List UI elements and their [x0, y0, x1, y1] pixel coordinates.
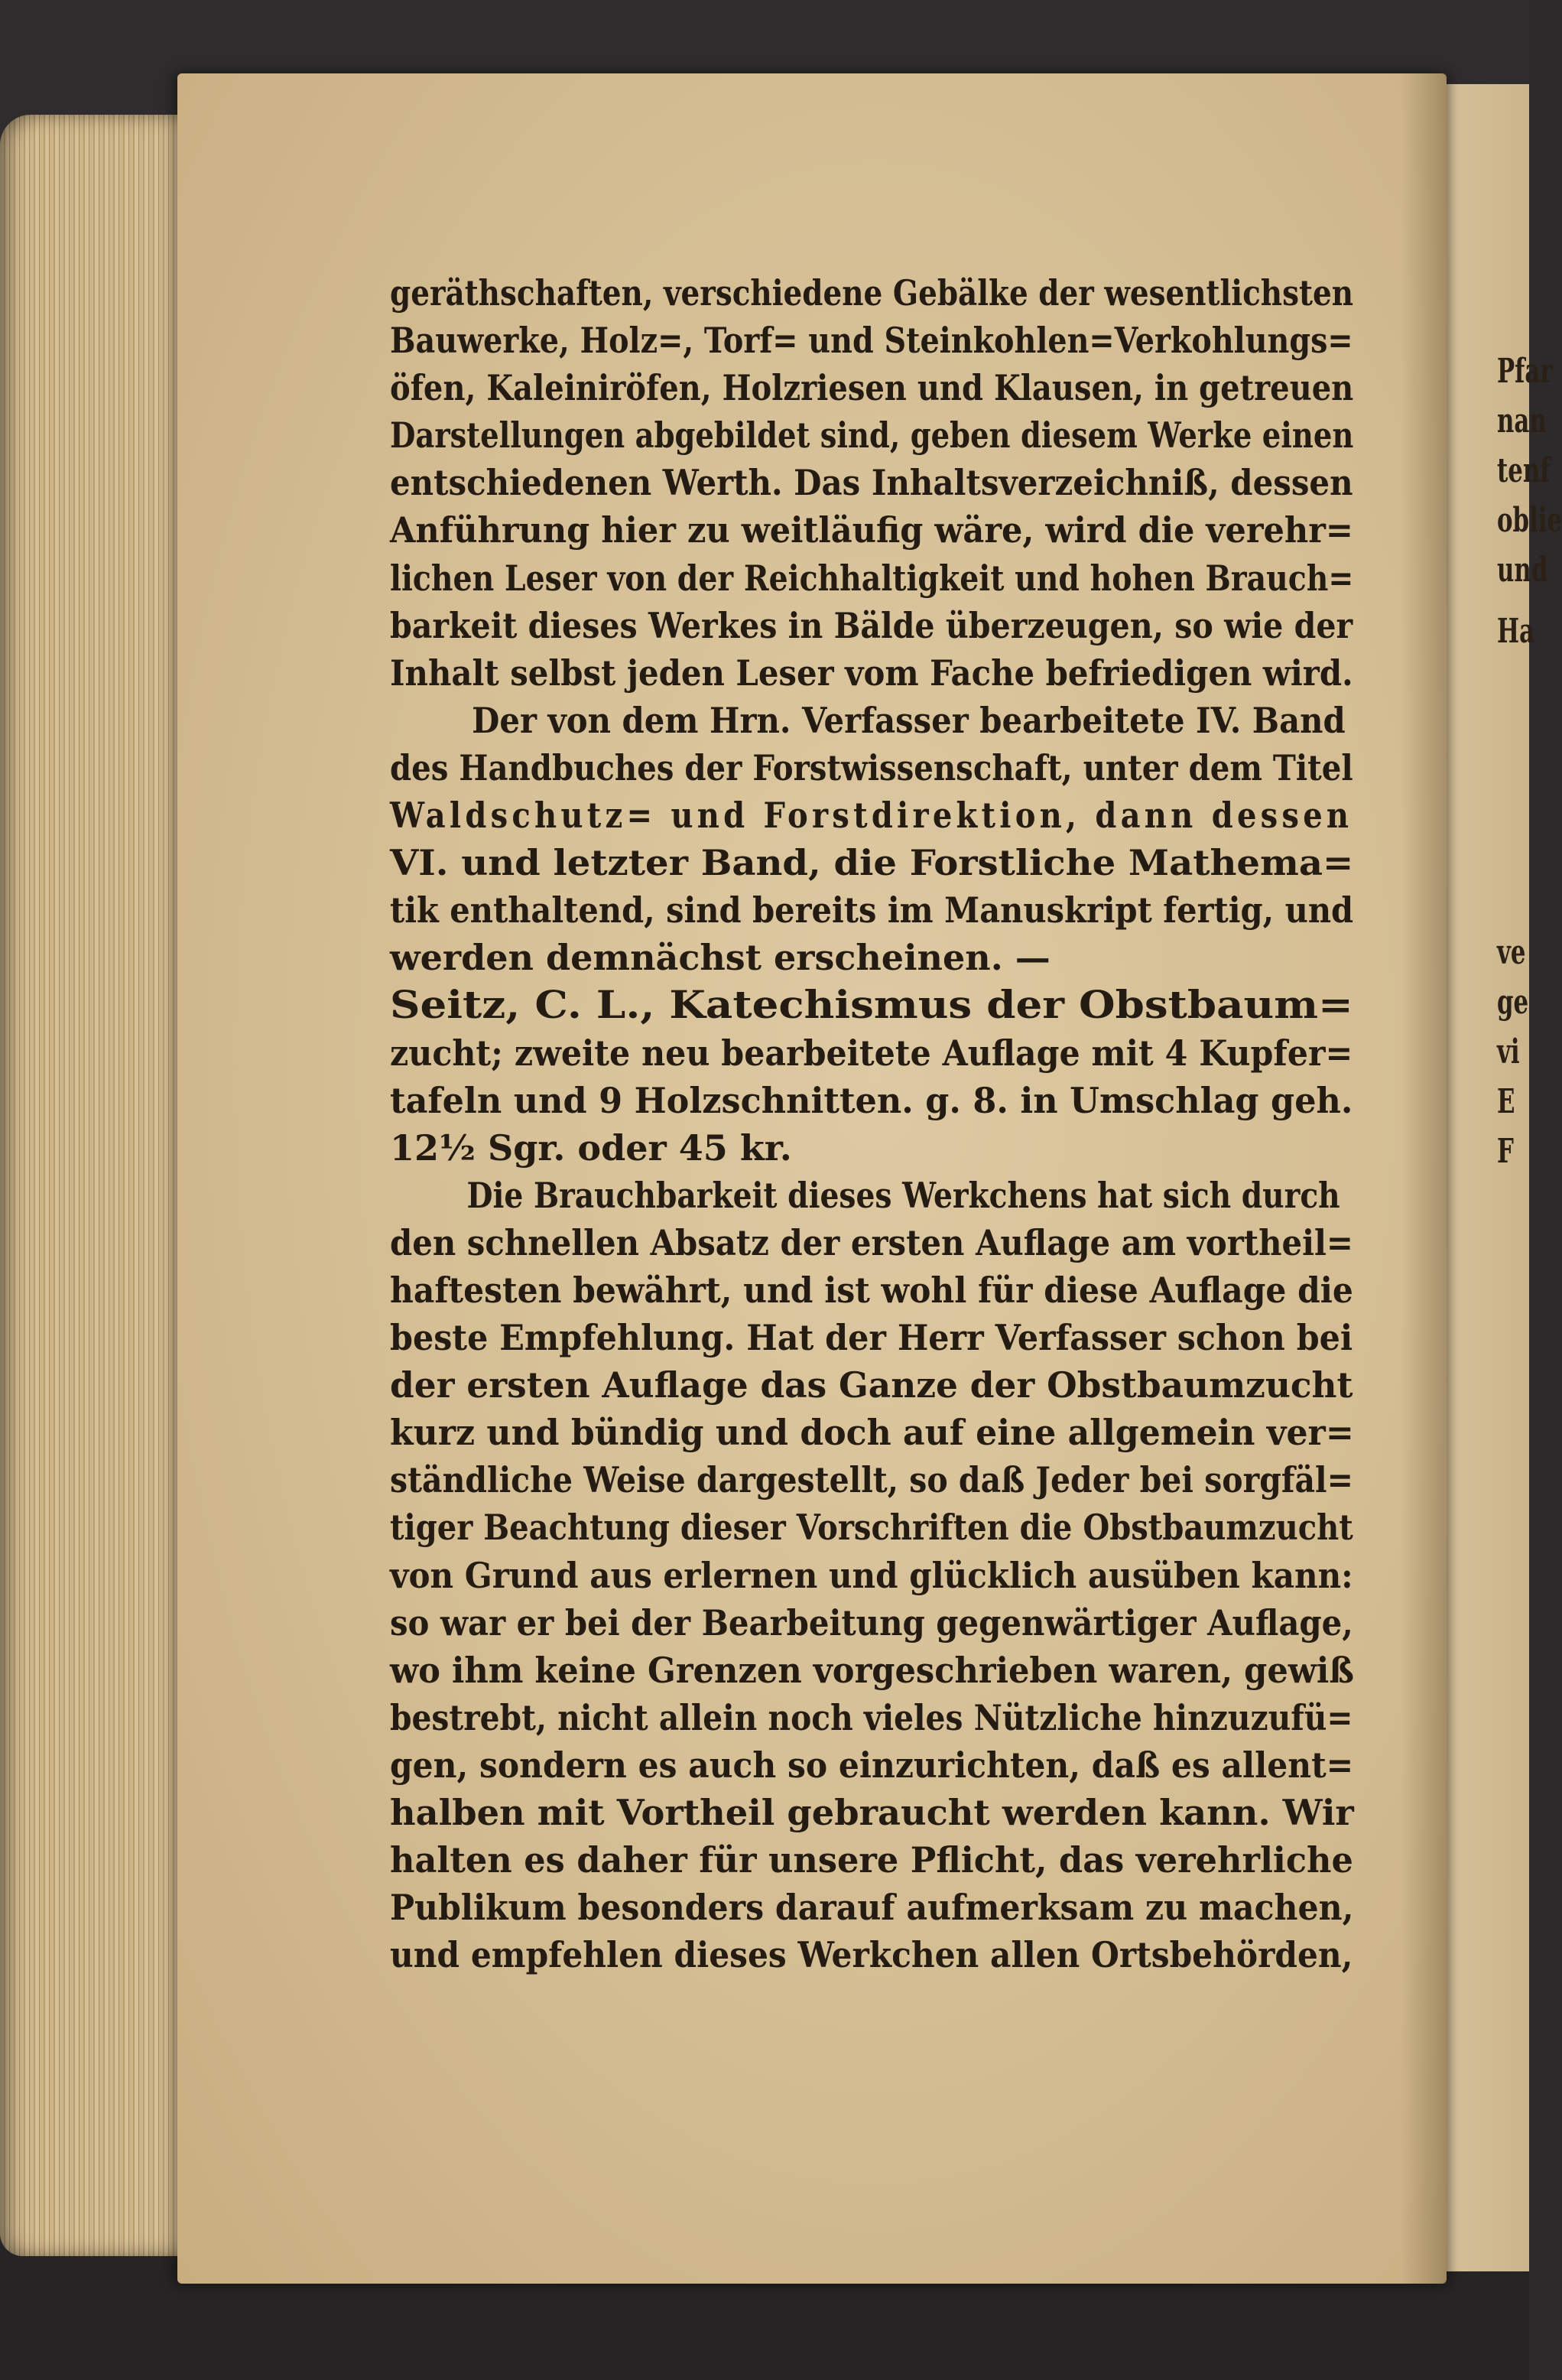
- text-line: geräthschaften, verschiedene Gebälke der wesentlichsten: [390, 272, 1354, 314]
- text-line: haftesten bewährt, und ist wohl für diese Auflage die: [390, 1269, 1353, 1311]
- text-line: lichen Leser von der Reichhaltigkeit und hohen Brauch=: [390, 557, 1354, 599]
- text-line: gen, sondern es auch so einzurichten, daß es allent=: [390, 1744, 1354, 1786]
- facing-page-fragment: tenf: [1497, 451, 1551, 490]
- text-line: Darstellungen abgebildet sind, geben diesem Werke einen: [390, 415, 1354, 457]
- text-line: entschiedenen Werth. Das Inhaltsverzeichniß, dessen: [390, 462, 1353, 504]
- text-line: tiger Beachtung dieser Vorschriften die Obstbaumzucht: [390, 1507, 1353, 1549]
- facing-page-fragment: Ha: [1497, 612, 1535, 651]
- text-line: tafeln und 9 Holzschnitten. g. 8. in Umschlag geh.: [390, 1079, 1353, 1121]
- paragraph-start-line: Die Brauchbarkeit dieses Werkchens hat sich durch: [466, 1174, 1340, 1216]
- text-line: der ersten Auflage das Ganze der Obstbaumzucht: [390, 1364, 1353, 1406]
- price-line: 12½ Sgr. oder 45 kr.: [390, 1127, 792, 1169]
- text-line: und empfehlen dieses Werkchen allen Ortsbehörden,: [390, 1934, 1353, 1976]
- facing-page-fragment: und: [1497, 551, 1548, 590]
- stacked-page-edges: [0, 115, 191, 2256]
- text-line: bestrebt, nicht allein noch vieles Nützliche hinzuzufü=: [390, 1696, 1353, 1738]
- text-line: Anführung hier zu weitläufig wäre, wird die verehr=: [390, 509, 1353, 551]
- catalog-entry-heading: Seitz, C. L., Katechismus der Obstbaum=: [390, 982, 1353, 1028]
- text-line: kurz und bündig und doch auf eine allgemein ver=: [390, 1412, 1354, 1454]
- facing-page-fragment: E: [1497, 1082, 1515, 1121]
- text-line: zucht; zweite neu bearbeitete Auflage mit 4 Kupfer=: [390, 1032, 1353, 1074]
- text-line: Bauwerke, Holz=, Torf= und Steinkohlen=Verkohlungs=: [390, 320, 1353, 362]
- text-line: Inhalt selbst jeden Leser vom Fache befriedigen wird.: [390, 652, 1353, 694]
- facing-page-fragment: F: [1497, 1132, 1514, 1171]
- text-line: barkeit dieses Werkes in Bälde überzeugen, so wie der: [390, 604, 1353, 646]
- text-line: tik enthaltend, sind bereits im Manuskript fertig, und: [390, 889, 1354, 932]
- facing-page-fragment: ge: [1497, 983, 1529, 1022]
- text-line: beste Empfehlung. Hat der Herr Verfasser schon bei: [390, 1317, 1353, 1359]
- text-line: Publikum besonders darauf aufmerksam zu machen,: [390, 1887, 1354, 1929]
- text-line: werden demnächst erscheinen. —: [390, 937, 1051, 979]
- text-line: so war er bei der Bearbeitung gegenwärtiger Auflage,: [390, 1601, 1353, 1644]
- text-line: halten es daher für unsere Pflicht, das verehrliche: [390, 1839, 1353, 1881]
- facing-page-fragment: oblie: [1497, 501, 1562, 540]
- text-line: wo ihm keine Grenzen vorgeschrieben waren, gewiß: [390, 1649, 1355, 1691]
- paragraph-start-line: Der von dem Hrn. Verfasser bearbeitete IV. Band: [472, 699, 1346, 741]
- text-line: halben mit Vortheil gebraucht werden kann. Wir: [390, 1792, 1354, 1833]
- text-line: VI. und letzter Band, die Forstliche Mathema=: [390, 842, 1354, 884]
- facing-page-fragment: vi: [1497, 1032, 1520, 1071]
- facing-page-fragment: ve: [1497, 933, 1526, 972]
- facing-page-fragment: nan: [1497, 402, 1547, 441]
- text-line: des Handbuches der Forstwissenschaft, unter dem Titel: [390, 746, 1353, 788]
- page-text: [390, 269, 1353, 1978]
- text-line: von Grund aus erlernen und glücklich ausüben kann:: [390, 1554, 1353, 1596]
- text-line: den schnellen Absatz der ersten Auflage am vortheil=: [390, 1221, 1353, 1263]
- text-line: Waldschutz= und Forstdirektion, dann dessen: [390, 795, 1353, 837]
- facing-page-fragment: Pfar: [1497, 352, 1553, 391]
- text-line: öfen, Kaleiniröfen, Holzriesen und Klausen, in getreuen: [390, 367, 1354, 409]
- text-line: ständliche Weise dargestellt, so daß Jeder bei sorgfäl=: [390, 1459, 1353, 1501]
